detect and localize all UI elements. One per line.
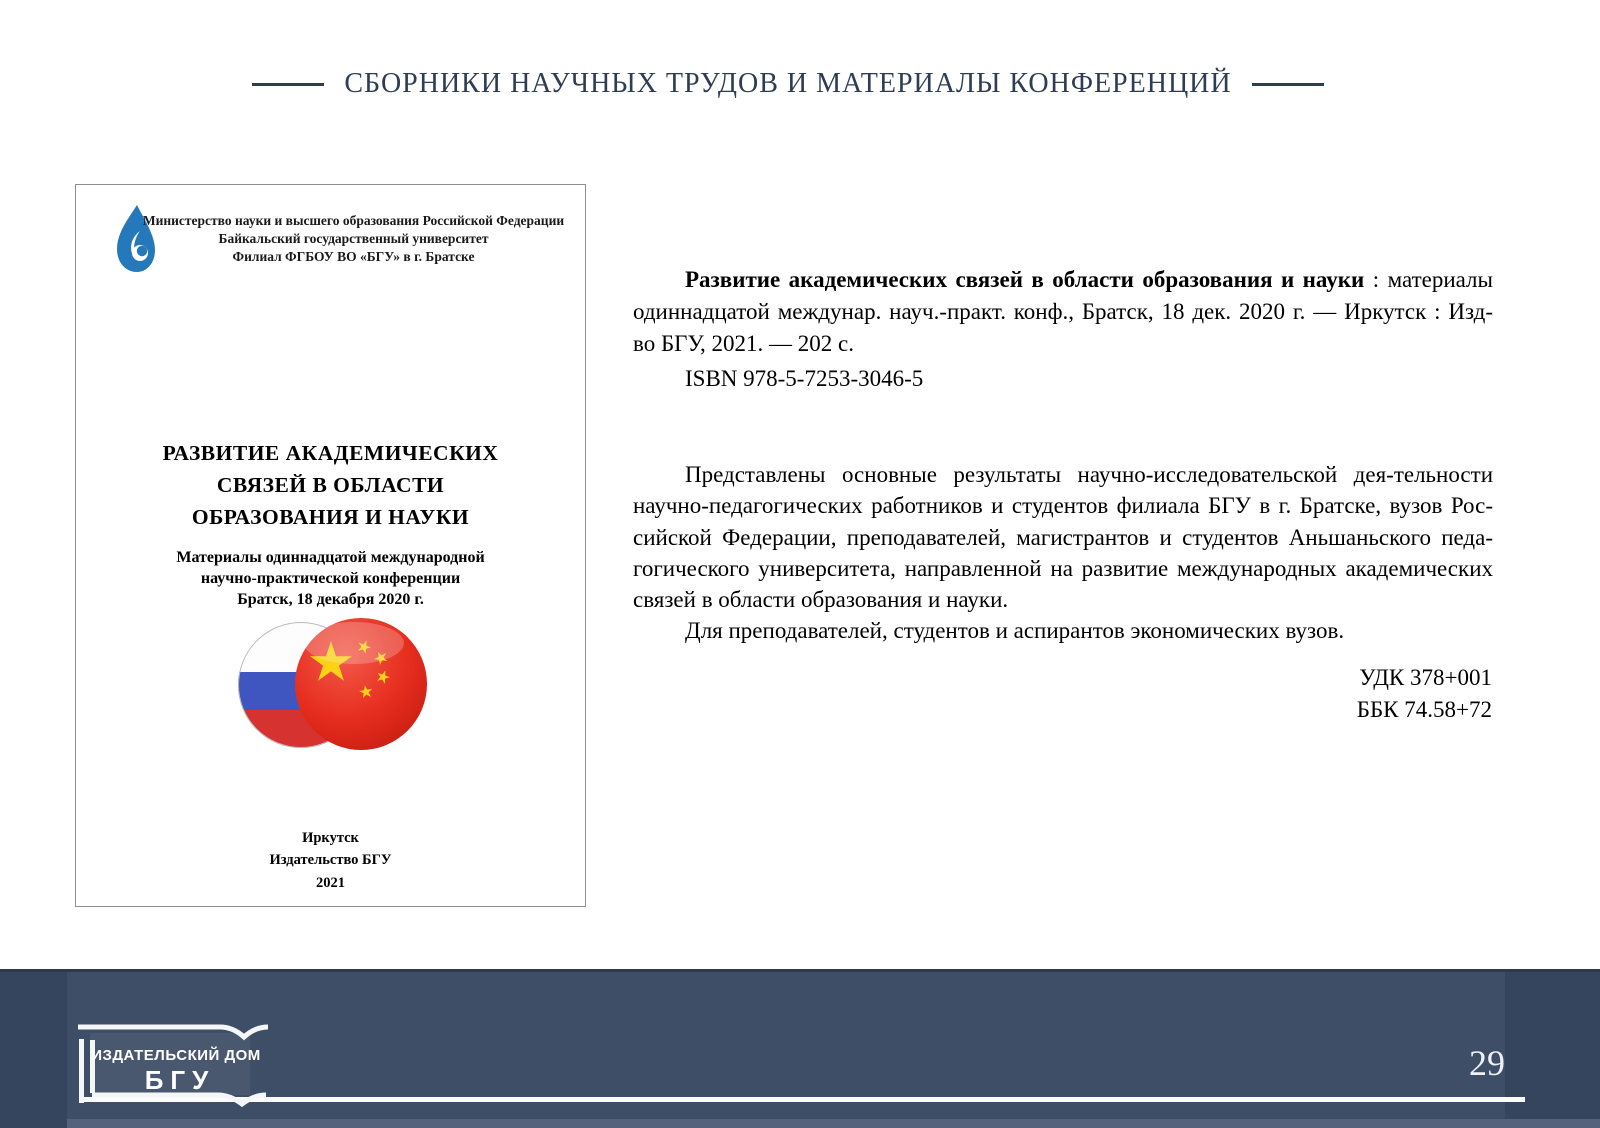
text-line: РАЗВИТИЕ АКАДЕМИЧЕСКИХ [162, 441, 499, 465]
text-line: Министерство науки и высшего образования Российской Федерации [142, 213, 565, 228]
cover-subtitle [76, 548, 585, 610]
text-line: 2021 [316, 874, 345, 891]
text-line: Иркутск [302, 830, 359, 846]
header-right-rule [1252, 83, 1324, 86]
footer-divider-line [79, 1097, 1525, 1102]
page-title: СБОРНИКИ НАУЧНЫХ ТРУДОВ И МАТЕРИАЛЫ КОНФЕРЕНЦИЙ [344, 68, 1232, 99]
cover-imprint [76, 827, 585, 894]
bib-title-line [633, 264, 1493, 296]
text-line: связей в области образования и науки. [633, 587, 1009, 613]
text-line: сийской Федерации, преподавателей, магистрантов и студентов Аньшаньского педа- [633, 524, 1493, 550]
text-line: во БГУ, 2021. — 202 с. [633, 331, 854, 356]
text-line: Материалы одиннадцатой международной [176, 549, 485, 566]
bib-title-tail: : материалы [1364, 267, 1493, 292]
annotation-audience: Для преподавателей, студентов и аспирантов экономических вузов. [685, 618, 1345, 644]
text-line: научно-педагогических работников и студентов филиала БГУ в г. Братске, вузов Рос- [633, 493, 1493, 519]
annotation-paragraph [633, 459, 1493, 615]
cover-ministry-text [134, 212, 573, 266]
bib-rest-lines [633, 296, 1493, 360]
text-line: ОБРАЗОВАНИЯ И НАУКИ [191, 504, 470, 529]
page-number: 29 [1469, 1043, 1505, 1083]
text-line: Представлены основные результаты научно-исследовательской дея-тельности [685, 462, 1493, 487]
book-cover [75, 184, 586, 907]
text-line: Братск, 18 декабря 2020 г. [237, 590, 424, 608]
text-line: научно-практической конференции [200, 569, 461, 587]
publisher-logo-top-text: ИЗДАТЕЛЬСКИЙ ДОМ [91, 1047, 261, 1064]
russia-china-flags-icon [234, 616, 428, 752]
bib-title-bold: Развитие академических связей в области образования и науки [685, 267, 1365, 292]
text-line: гогического университета, направленной на развитие международных академических [633, 555, 1493, 581]
publisher-logo-open-book-icon [70, 1015, 280, 1110]
annotation [633, 459, 1493, 647]
text-line: Байкальский государственный университет [218, 230, 489, 246]
header-left-rule [252, 83, 324, 86]
cover-book-title [76, 438, 585, 533]
bibliographic-entry [633, 264, 1493, 360]
udk-code: УДК 378+001 [1359, 665, 1492, 690]
footer-bottom-strip [67, 1119, 1600, 1128]
text-line: Филиал ФГБОУ ВО «БГУ» в г. Братске [232, 248, 475, 264]
publisher-logo-name: БГУ [144, 1065, 216, 1095]
classification-codes [1190, 662, 1492, 725]
bbk-code: ББК 74.58+72 [1356, 696, 1492, 722]
isbn-line: ISBN 978-5-7253-3046-5 [685, 366, 924, 391]
text-line: Издательство БГУ [269, 852, 392, 869]
text-line: одиннадцатой междунар. науч.-практ. конф., Братск, 18 дек. 2020 г. — Иркутск : Изд- [633, 299, 1493, 324]
section-header [0, 68, 1600, 100]
text-line: СВЯЗЕЙ В ОБЛАСТИ [216, 472, 445, 497]
